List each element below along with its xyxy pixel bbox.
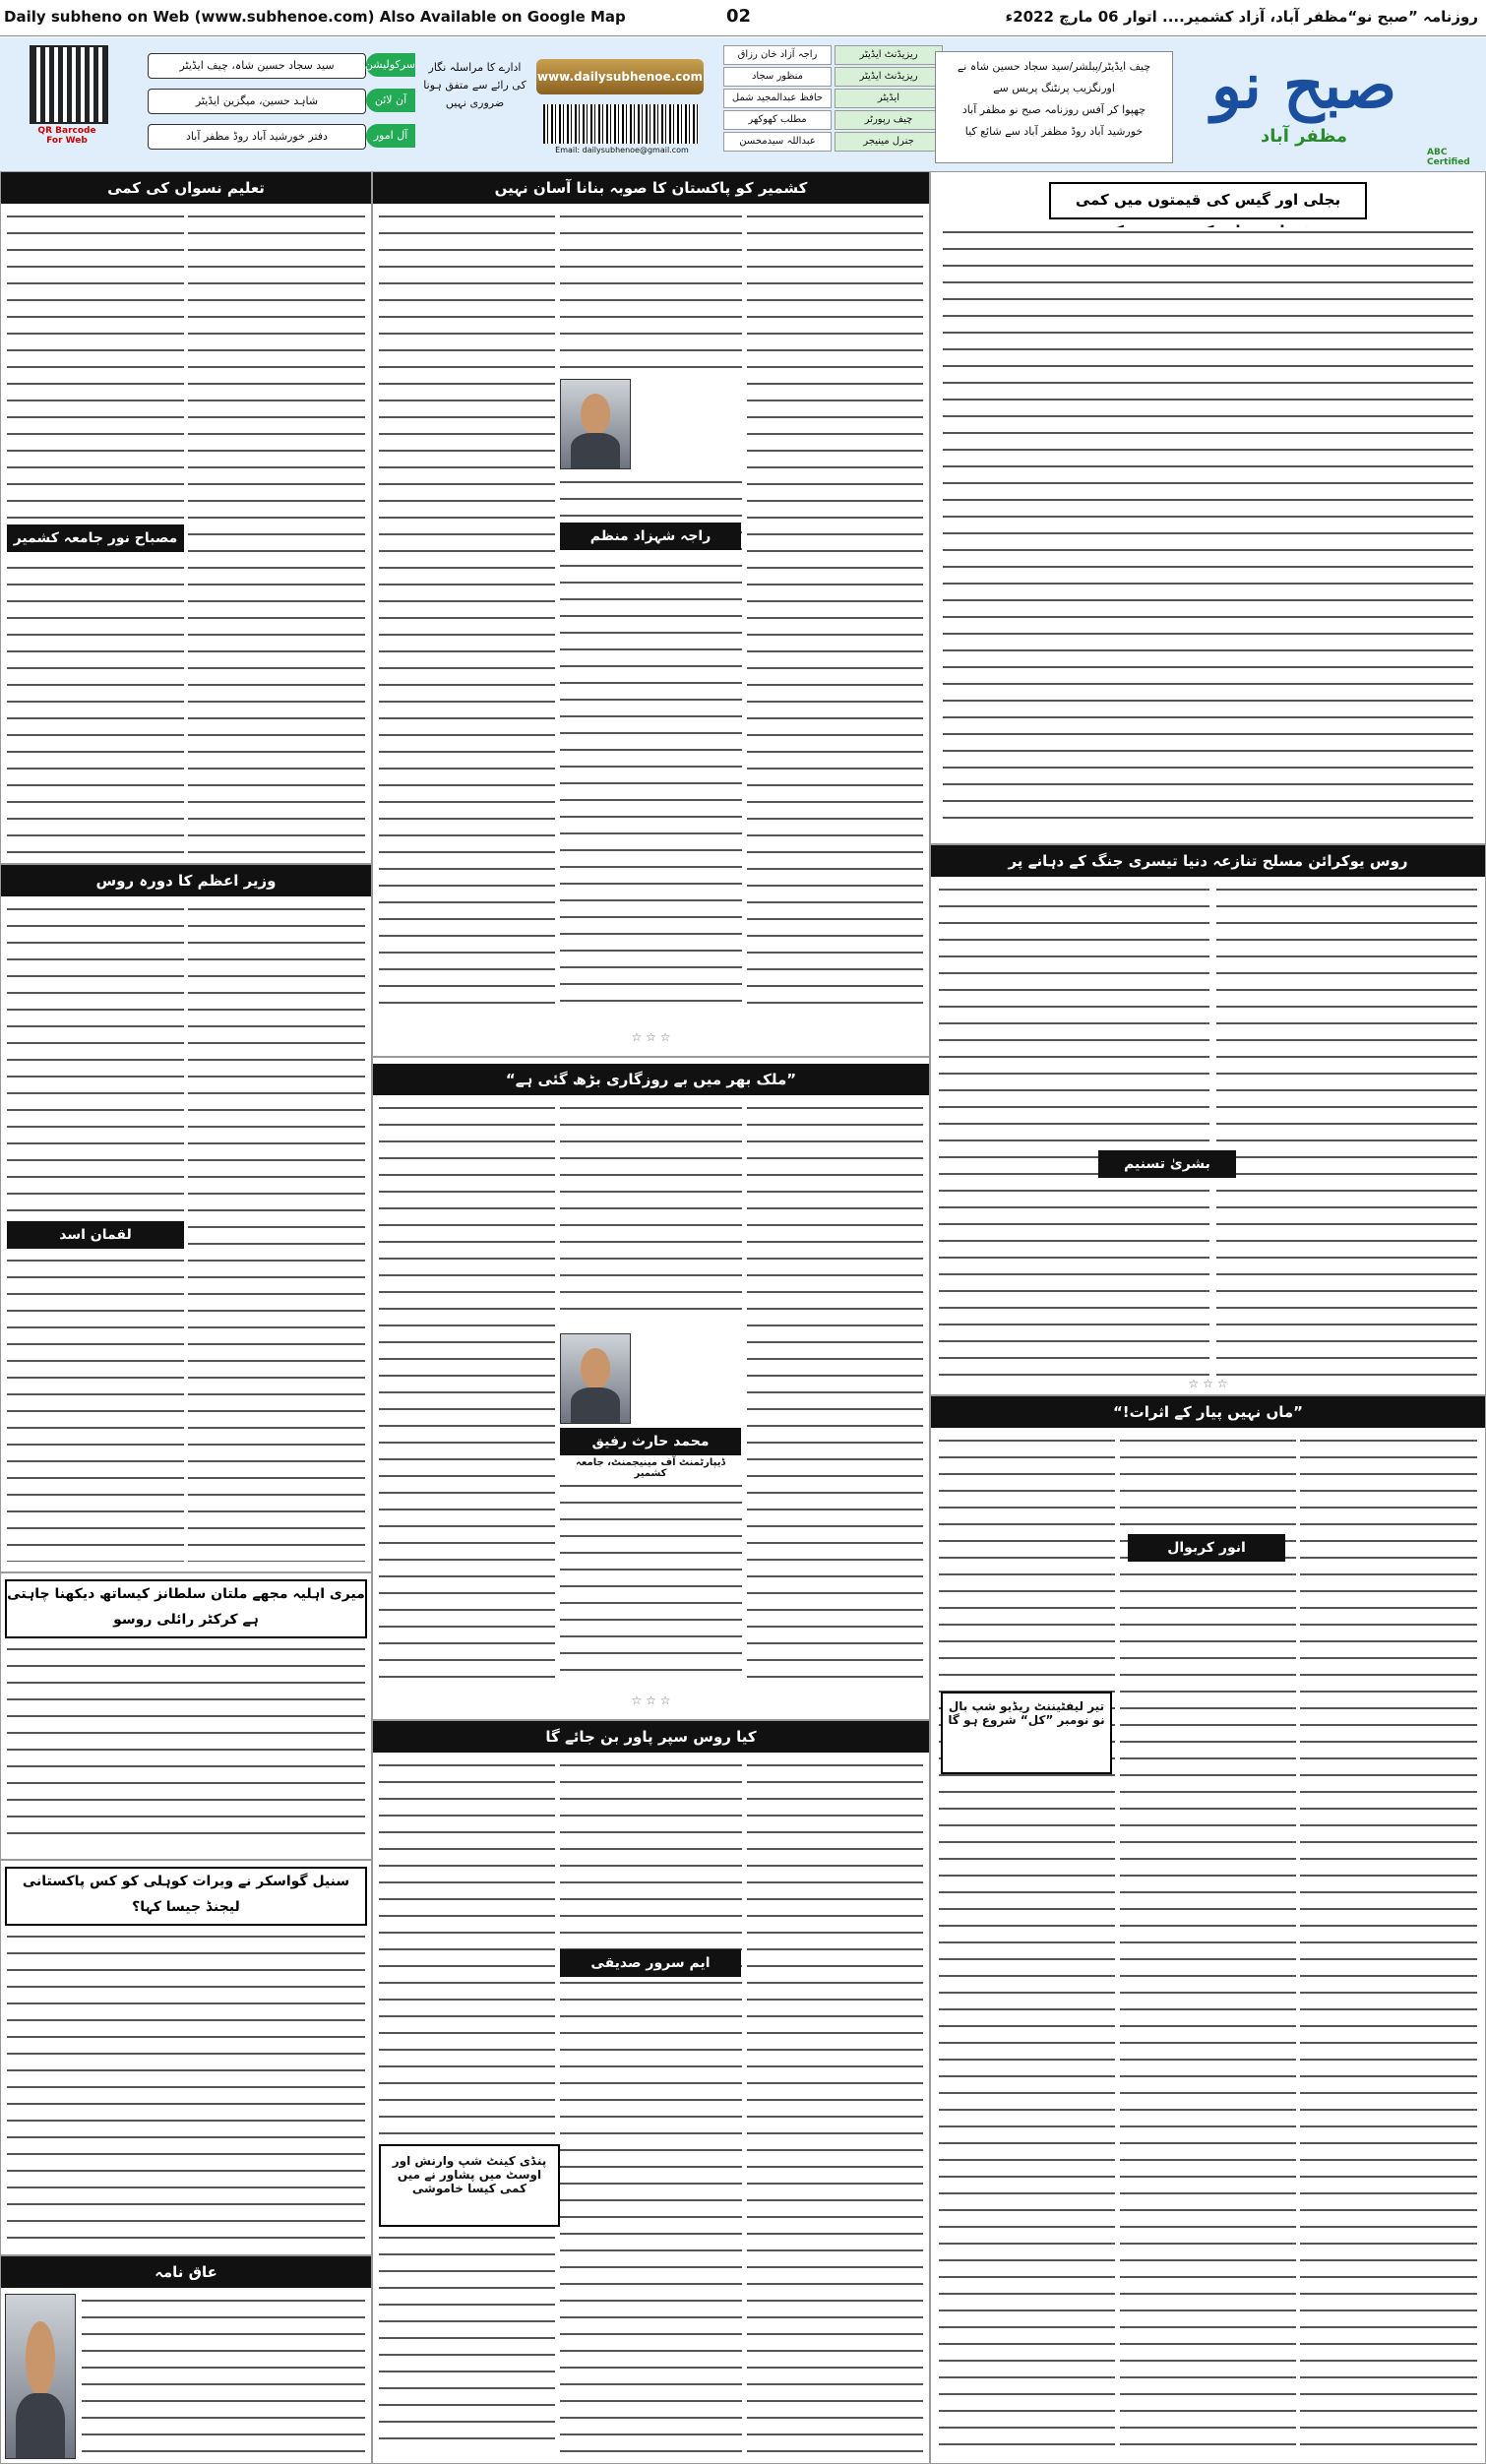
marriage-author: انور کربوال (1128, 1534, 1285, 1562)
publisher-line-2: چھپوا کر آفس روزنامہ صبح نو مظفر آباد (961, 103, 1146, 116)
kashmir-text-2 (560, 477, 742, 1016)
marriage-article (930, 1395, 1486, 2464)
unemployment-text-3 (560, 1481, 742, 1680)
pill-3: دفتر خورشید آباد روڈ مظفر آباد (148, 124, 366, 150)
page-number: 02 (726, 6, 752, 27)
barcode-icon (543, 104, 699, 144)
publisher-line-1: چیف ایڈیٹر/پبلشر/سید سجاد حسین شاہ نے اورنگزیب پرنٹنگ پریس سے (957, 60, 1151, 94)
cricket-text-2 (7, 1932, 365, 2245)
face-icon (581, 1348, 611, 1388)
tag-1: سرکولیشن (366, 53, 415, 77)
pill-2: شاہد حسین، میگزین ایڈیٹر (148, 89, 366, 114)
promo-box-2-text: پنڈی کینٹ شپ وارنش اور اوسٹ میں پشاور نے میں کمی کیسا خاموشی (392, 2154, 547, 2195)
author-photo (560, 1333, 631, 1424)
pm-russia-article (0, 864, 372, 1572)
face-icon (26, 2321, 56, 2396)
staff-name-3: حافظ عبدالمجید شمل (723, 89, 832, 108)
tag-2: آن لائن (366, 89, 415, 112)
cricket-title-1: میری اہلیہ مجھے ملتان سلطانز کیساتھ دیکھنا چاہتی ہے کرکٹر رائلی روسو (5, 1579, 367, 1638)
superpower-text-4 (379, 2233, 555, 2453)
superpower-text-2 (560, 1760, 742, 2453)
pill-1: سید سجاد حسین شاہ، چیف ایڈیٹر (148, 53, 366, 79)
cricket-title-2: سنیل گواسکر نے ویرات کوہلی کو کس پاکستانی لیجنڈ جیسا کہا؟ (5, 1867, 367, 1926)
marriage-title: ”ماں نہیں پیار کے اثرات!“ (931, 1396, 1485, 1428)
russia-text-2 (939, 885, 1209, 1385)
separator-icon: ☆ ☆ ☆ (631, 1694, 671, 1707)
marriage-text-2 (1120, 1436, 1296, 2453)
russia-text-1 (1216, 885, 1477, 1385)
kashmir-text-4 (560, 212, 742, 369)
masthead (0, 37, 1486, 173)
staff-name-2: منظور سجاد (723, 67, 832, 87)
russia-title: روس یوکرائن مسلح تنازعہ دنیا تیسری جنگ کے دہانے پر (931, 845, 1485, 877)
publisher-line-3: خورشید آباد روڈ مظفر آباد سے شائع کیا (964, 125, 1144, 138)
russia-author: بشریٰ تسنیم (1098, 1150, 1236, 1178)
pm-russia-text-1 (188, 904, 365, 1562)
editorial-title: بجلی اور گیس کی قیمتوں میں کمی (1049, 182, 1367, 219)
website-badge: www.dailysubhenoe.com (536, 59, 704, 94)
unemployment-article (372, 1057, 930, 1720)
cricket-text-1 (7, 1644, 365, 1849)
editorial-text (943, 227, 1473, 833)
promo-box-1 (941, 1692, 1112, 1774)
web-availability: Daily subheno on Web (www.subhenoe.com) Also Available on Google Map (4, 8, 626, 26)
staff-name-5: عبداللہ سیدمحسن (723, 132, 832, 152)
unemployment-author-sub: ڈیپارٹمنٹ آف مینیجمنٹ، جامعہ کشمیر (576, 1457, 725, 1479)
kashmir-author: راجہ شہزاد منظم (560, 523, 741, 550)
staff-role-3: ایڈیٹر (835, 89, 943, 108)
pm-russia-author: لقمان اسد (7, 1221, 184, 1249)
unemployment-title: ”ملک بھر میں بے روزگاری بڑھ گئی ہے“ (373, 1064, 929, 1095)
staff-role-4: چیف رپورٹر (835, 110, 943, 130)
superpower-text-1 (747, 1760, 923, 2453)
cricket-article-1 (0, 1572, 372, 1860)
superpower-article (372, 1720, 930, 2464)
superpower-title: کیا روس سپر پاور بن جائے گا (373, 1721, 929, 1753)
slogan: ادارے کا مراسلہ نگار کی رائے سے متفق ہونا ضروری نہیں (423, 61, 526, 109)
staff-role-1: ریزیڈنٹ ایڈیٹر (835, 45, 943, 65)
superpower-author: ایم سرور صدیقی (560, 1949, 741, 1977)
education-title: تعلیم نسواں کی کمی (1, 172, 371, 204)
staff-role-2: ریزیڈنٹ ایڈیٹر (835, 67, 943, 87)
aaqnama-notice (0, 2255, 372, 2464)
kashmir-text-1 (747, 212, 923, 1016)
promo-box-1-text: تیر لیفٹیننٹ ریڈیو شپ بال نو نومبر ”کل“ شروع ہو گا (948, 1699, 1105, 1727)
education-text-1 (188, 212, 365, 853)
staff-name-1: راجہ آزاد خان رزاق (723, 45, 832, 65)
promo-box-2 (379, 2144, 560, 2227)
aaqnama-title: عاق نامہ (1, 2256, 371, 2288)
kashmir-text-3 (379, 212, 555, 1016)
education-author: مصباح نور جامعہ کشمیر (7, 524, 184, 552)
cricket-article-2 (0, 1860, 372, 2255)
face-icon (581, 394, 611, 434)
kashmir-title: کشمیر کو پاکستان کا صوبہ بنانا آسان نہیں (373, 172, 929, 204)
notice-photo (5, 2294, 76, 2459)
logo-main: صبح نو (1210, 49, 1397, 123)
separator-icon: ☆ ☆ ☆ (1188, 1377, 1228, 1390)
qr-code-icon (30, 45, 108, 124)
education-article (0, 171, 372, 864)
logo-city: مظفر آباد (1260, 126, 1348, 147)
tag-3: آل امور (366, 124, 415, 148)
separator-icon: ☆ ☆ ☆ (631, 1030, 671, 1044)
email: Email: dailysubhenoe@gmail.com (555, 146, 689, 154)
unemployment-text-1 (747, 1103, 923, 1680)
staff-name-4: مطلب کھوکھر (723, 110, 832, 130)
russia-article (930, 844, 1486, 1395)
newspaper-logo (1181, 47, 1427, 155)
staff-role-5: جنرل مینیجر (835, 132, 943, 152)
issue-date: روزنامہ ”صبح نو“مظفر آباد، آزاد کشمیر.... اتوار 06 مارچ 2022ء (1005, 8, 1478, 26)
unemployment-text-4 (379, 1103, 555, 1680)
publisher-box (935, 51, 1173, 163)
certified-badge: ABC Certified (1427, 148, 1470, 167)
unemployment-author: محمد حارث رفیق (560, 1428, 741, 1455)
pm-russia-title: وزیر اعظم کا دورہ روس (1, 865, 371, 896)
marriage-text-1 (1300, 1436, 1477, 2453)
top-strip (0, 0, 1486, 36)
author-photo (560, 379, 631, 469)
aaqnama-text (82, 2296, 365, 2453)
superpower-text-3 (379, 1760, 555, 2134)
editorial-article (930, 171, 1486, 844)
unemployment-text-2 (560, 1103, 742, 1320)
marriage-text-3 (939, 1436, 1115, 2453)
qr-caption: QR Barcode For Web (37, 126, 96, 146)
kashmir-article (372, 171, 930, 1057)
